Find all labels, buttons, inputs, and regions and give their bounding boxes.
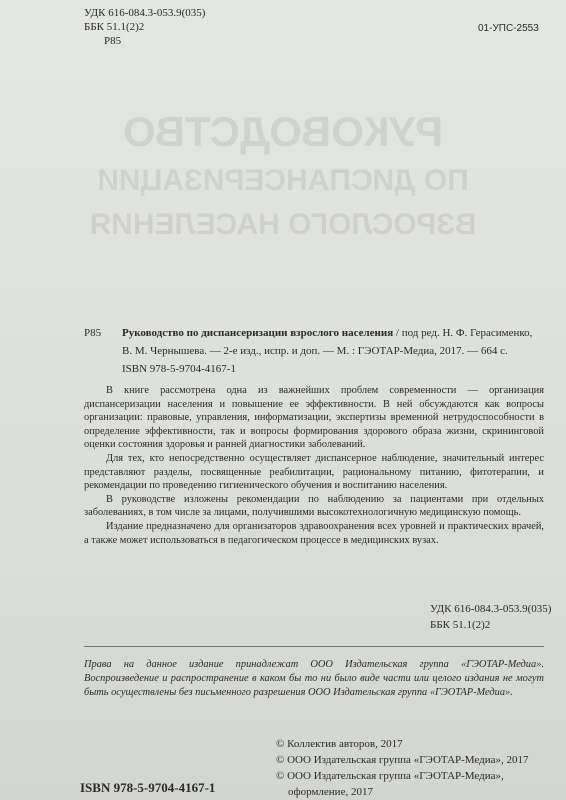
bibliographic-line-2: В. М. Чернышева. — 2-е изд., испр. и доп. — М. : ГЭОТАР-Медиа, 2017. — 664 с. <box>122 345 508 357</box>
divider <box>84 646 544 647</box>
bibliographic-editors: / под ред. Н. Ф. Герасименко, <box>393 327 533 339</box>
copyright-line: © ООО Издательская группа «ГЭОТАР-Медиа», 2017 <box>276 754 529 766</box>
abstract-paragraph: Для тех, кто непосредственно осуществляет диспансерное наблюдение, значительный интерес представляют разделы, посвященные реабилитации, рациональному питанию, фитотерапии, и рекомендации по проведению гигиенического обучения и воспитанию населения. <box>84 452 544 492</box>
book-title: Руководство по диспансеризации взрослого населения <box>122 327 394 339</box>
bibliographic-mark: Р85 <box>84 327 102 339</box>
header-udk: УДК 616-084.3-053.9(035) <box>84 7 206 19</box>
header-author-mark: Р85 <box>104 35 122 47</box>
abstract-paragraph: В руководстве изложены рекомендации по наблюдению за пациентами при отдельных заболеваниях, в том числе за лицами, получившими высокотехнологичную медицинскую помощь. <box>84 493 544 519</box>
classification-udk: УДК 616-084.3-053.9(035) <box>430 603 552 615</box>
copyright-line: © ООО Издательская группа «ГЭОТАР-Медиа», <box>276 770 504 782</box>
copyright-block <box>276 736 546 800</box>
rights-notice: Права на данное издание принадлежат ООО Издательская группа «ГЭОТАР-Медиа». Воспроизведение и распространение в каком бы то ни было виде части или целого издания не могут быть осуществлены без письменного разрешения ООО Издательская группа «ГЭОТАР-Медиа». <box>84 659 544 698</box>
ghost-title-line-3: ВЗРОСЛОГО НАСЕЛЕНИЯ <box>89 208 477 241</box>
abstract-paragraph: Издание предназначено для организаторов здравоохранения всех уровней и практических врачей, а также может использоваться в педагогическом процессе в медицинских вузах. <box>84 520 544 546</box>
abstract <box>84 384 544 547</box>
bibliographic-line-1 <box>84 324 544 342</box>
isbn-bottom: ISBN 978-5-9704-4167-1 <box>80 780 216 795</box>
ghost-title-line-2: ПО ДИСПАНСЕРИЗАЦИИ <box>97 164 469 197</box>
bibliographic-isbn: ISBN 978-5-9704-4167-1 <box>122 363 236 375</box>
ghost-title-line-1: РУКОВОДСТВО <box>122 108 444 155</box>
classification-bbk: ББК 51.1(2)2 <box>430 619 491 631</box>
header-bbk: ББК 51.1(2)2 <box>84 21 145 33</box>
copyright-line: оформление, 2017 <box>288 786 373 798</box>
abstract-paragraph: В книге рассмотрена одна из важнейших проблем современности — организация диспансеризации населения и повышение ее эффективности. В ней обсуждаются как вопросы организации: правовые, управления, информатизации, экспертизы временной нетрудоспособности в определение эффективности, так и вопросы формирования здорового образа жизни, скрининговой оценки состояния здоровья и ранней диагностики заболеваний. <box>84 385 544 451</box>
copyright-line: © Коллектив авторов, 2017 <box>276 738 403 750</box>
bibliographic-record <box>84 324 544 378</box>
header-code: 01-УПС-2553 <box>478 23 539 34</box>
